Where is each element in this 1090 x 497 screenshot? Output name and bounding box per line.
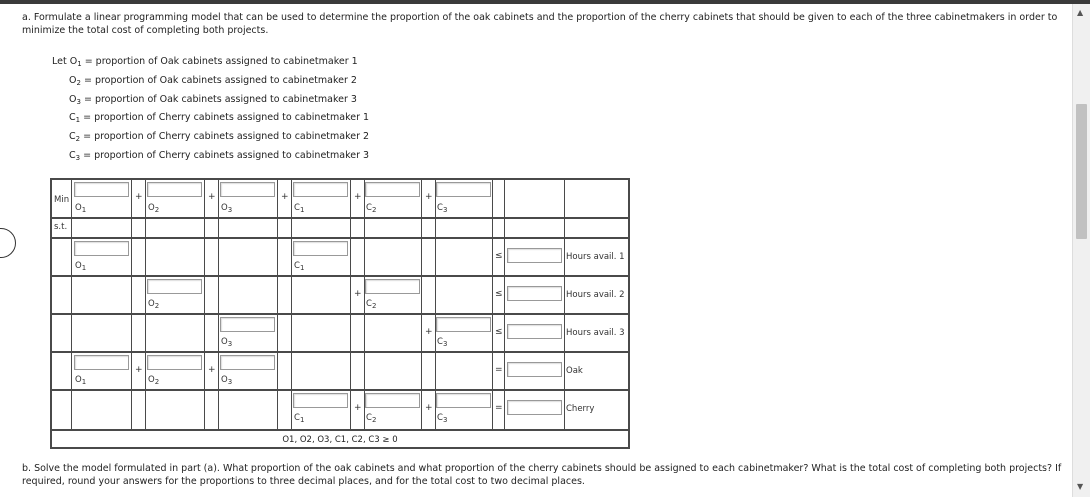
plus-sign: + — [354, 403, 362, 413]
var-o1: $O_1$ — [75, 261, 87, 272]
c2-rhs-input[interactable] — [507, 286, 562, 301]
definition-c3: $C_3$ = proportion of Cherry cabinets assigned to cabinetmaker 3 — [69, 149, 370, 162]
scroll-thumb[interactable] — [1076, 104, 1087, 239]
c5-coef-c1-input[interactable] — [293, 393, 348, 408]
definition-o1: Let $O_1$ = proportion of Oak cabinets assigned to cabinetmaker 1 — [52, 56, 358, 68]
c1-coef-c1-input[interactable] — [293, 241, 348, 256]
top-bar — [0, 0, 1090, 4]
var-o1: $O_1$ — [75, 375, 87, 386]
rhs-label-hours-3: Hours avail. 3 — [566, 328, 625, 338]
c5-rhs-input[interactable] — [507, 400, 562, 415]
definition-c2: $C_2$ = proportion of Cherry cabinets assigned to cabinetmaker 2 — [69, 131, 370, 144]
definition-c1: $C_1$ = proportion of Cherry cabinets assigned to cabinetmaker 1 — [69, 112, 370, 125]
plus-sign: + — [354, 192, 362, 202]
c5-coef-c3-input[interactable] — [436, 393, 491, 408]
var-c1: $C_1$ — [294, 203, 305, 214]
question-a-text: a. Formulate a linear programming model that can be used to determine the proportion of the oak cabinets and the proportion of the cherry cabinets that should be given to each of the three cabinetmakers in order to minimize the total cost of completing both projects. — [22, 12, 1058, 36]
definition-o3: $O_3$ = proportion of Oak cabinets assigned to cabinetmaker 3 — [69, 93, 357, 106]
le-sign: ≤ — [495, 251, 503, 261]
plus-sign: + — [135, 365, 143, 375]
plus-sign: + — [425, 327, 433, 337]
c2-coef-o2-input[interactable] — [147, 279, 202, 294]
obj-coef-o1-input[interactable] — [74, 182, 129, 197]
c1-rhs-input[interactable] — [507, 248, 562, 263]
collapse-handle[interactable] — [0, 228, 16, 258]
eq-sign: = — [495, 403, 503, 413]
question-b-text: b. Solve the model formulated in part (a). What proportion of the oak cabinets and what proportion of the cherry cabinets should be assigned to each cabinetmaker? What is the total cost of completing both projects? If required, round your answers for the proportions to three decimal places, and for the total cost to two decimal places. — [22, 463, 1062, 487]
definition-o2: $O_2$ = proportion of Oak cabinets assigned to cabinetmaker 2 — [69, 74, 357, 87]
var-o3: $O_3$ — [221, 337, 233, 348]
c5-coef-c2-input[interactable] — [365, 393, 420, 408]
var-c1: $C_1$ — [294, 413, 305, 424]
st-label: s.t. — [54, 222, 68, 232]
c2-coef-c2-input[interactable] — [365, 279, 420, 294]
var-o3: $O_3$ — [221, 375, 233, 386]
c4-rhs-input[interactable] — [507, 362, 562, 377]
var-o2: $O_2$ — [148, 375, 160, 386]
c3-rhs-input[interactable] — [507, 324, 562, 339]
c3-coef-c3-input[interactable] — [436, 317, 491, 332]
scroll-up-icon[interactable]: ▲ — [1077, 8, 1084, 17]
var-c1: $C_1$ — [294, 261, 305, 272]
var-o2: $O_2$ — [148, 299, 160, 310]
plus-sign: + — [281, 192, 289, 202]
var-o2: $O_2$ — [148, 203, 160, 214]
scroll-down-icon[interactable]: ▼ — [1077, 482, 1084, 491]
rhs-label-hours-2: Hours avail. 2 — [566, 290, 625, 300]
var-c2: $C_2$ — [366, 413, 377, 424]
plus-sign: + — [354, 289, 362, 299]
obj-coef-o3-input[interactable] — [220, 182, 275, 197]
vertical-scrollbar[interactable] — [1072, 4, 1090, 497]
le-sign: ≤ — [495, 327, 503, 337]
c4-coef-o2-input[interactable] — [147, 355, 202, 370]
plus-sign: + — [135, 192, 143, 202]
var-c3: $C_3$ — [437, 413, 448, 424]
c4-coef-o1-input[interactable] — [74, 355, 129, 370]
obj-coef-o2-input[interactable] — [147, 182, 202, 197]
le-sign: ≤ — [495, 289, 503, 299]
obj-coef-c2-input[interactable] — [365, 182, 420, 197]
nonnegativity-constraint: O1, O2, O3, C1, C2, C3 ≥ 0 — [282, 435, 398, 445]
c1-coef-o1-input[interactable] — [74, 241, 129, 256]
var-c2: $C_2$ — [366, 203, 377, 214]
rhs-label-cherry: Cherry — [566, 404, 595, 414]
variable-definitions — [52, 56, 369, 169]
c4-coef-o3-input[interactable] — [220, 355, 275, 370]
rhs-label-hours-1: Hours avail. 1 — [566, 252, 625, 262]
plus-sign: + — [208, 365, 216, 375]
var-c3: $C_3$ — [437, 203, 448, 214]
var-c2: $C_2$ — [366, 299, 377, 310]
obj-coef-c3-input[interactable] — [436, 182, 491, 197]
eq-sign: = — [495, 365, 503, 375]
plus-sign: + — [425, 192, 433, 202]
min-label: Min — [54, 195, 70, 205]
var-c3: $C_3$ — [437, 337, 448, 348]
var-o3: $O_3$ — [221, 203, 233, 214]
c3-coef-o3-input[interactable] — [220, 317, 275, 332]
plus-sign: + — [208, 192, 216, 202]
plus-sign: + — [425, 403, 433, 413]
var-o1: $O_1$ — [75, 203, 87, 214]
rhs-label-oak: Oak — [566, 366, 583, 376]
lp-model-table — [50, 178, 630, 449]
obj-coef-c1-input[interactable] — [293, 182, 348, 197]
